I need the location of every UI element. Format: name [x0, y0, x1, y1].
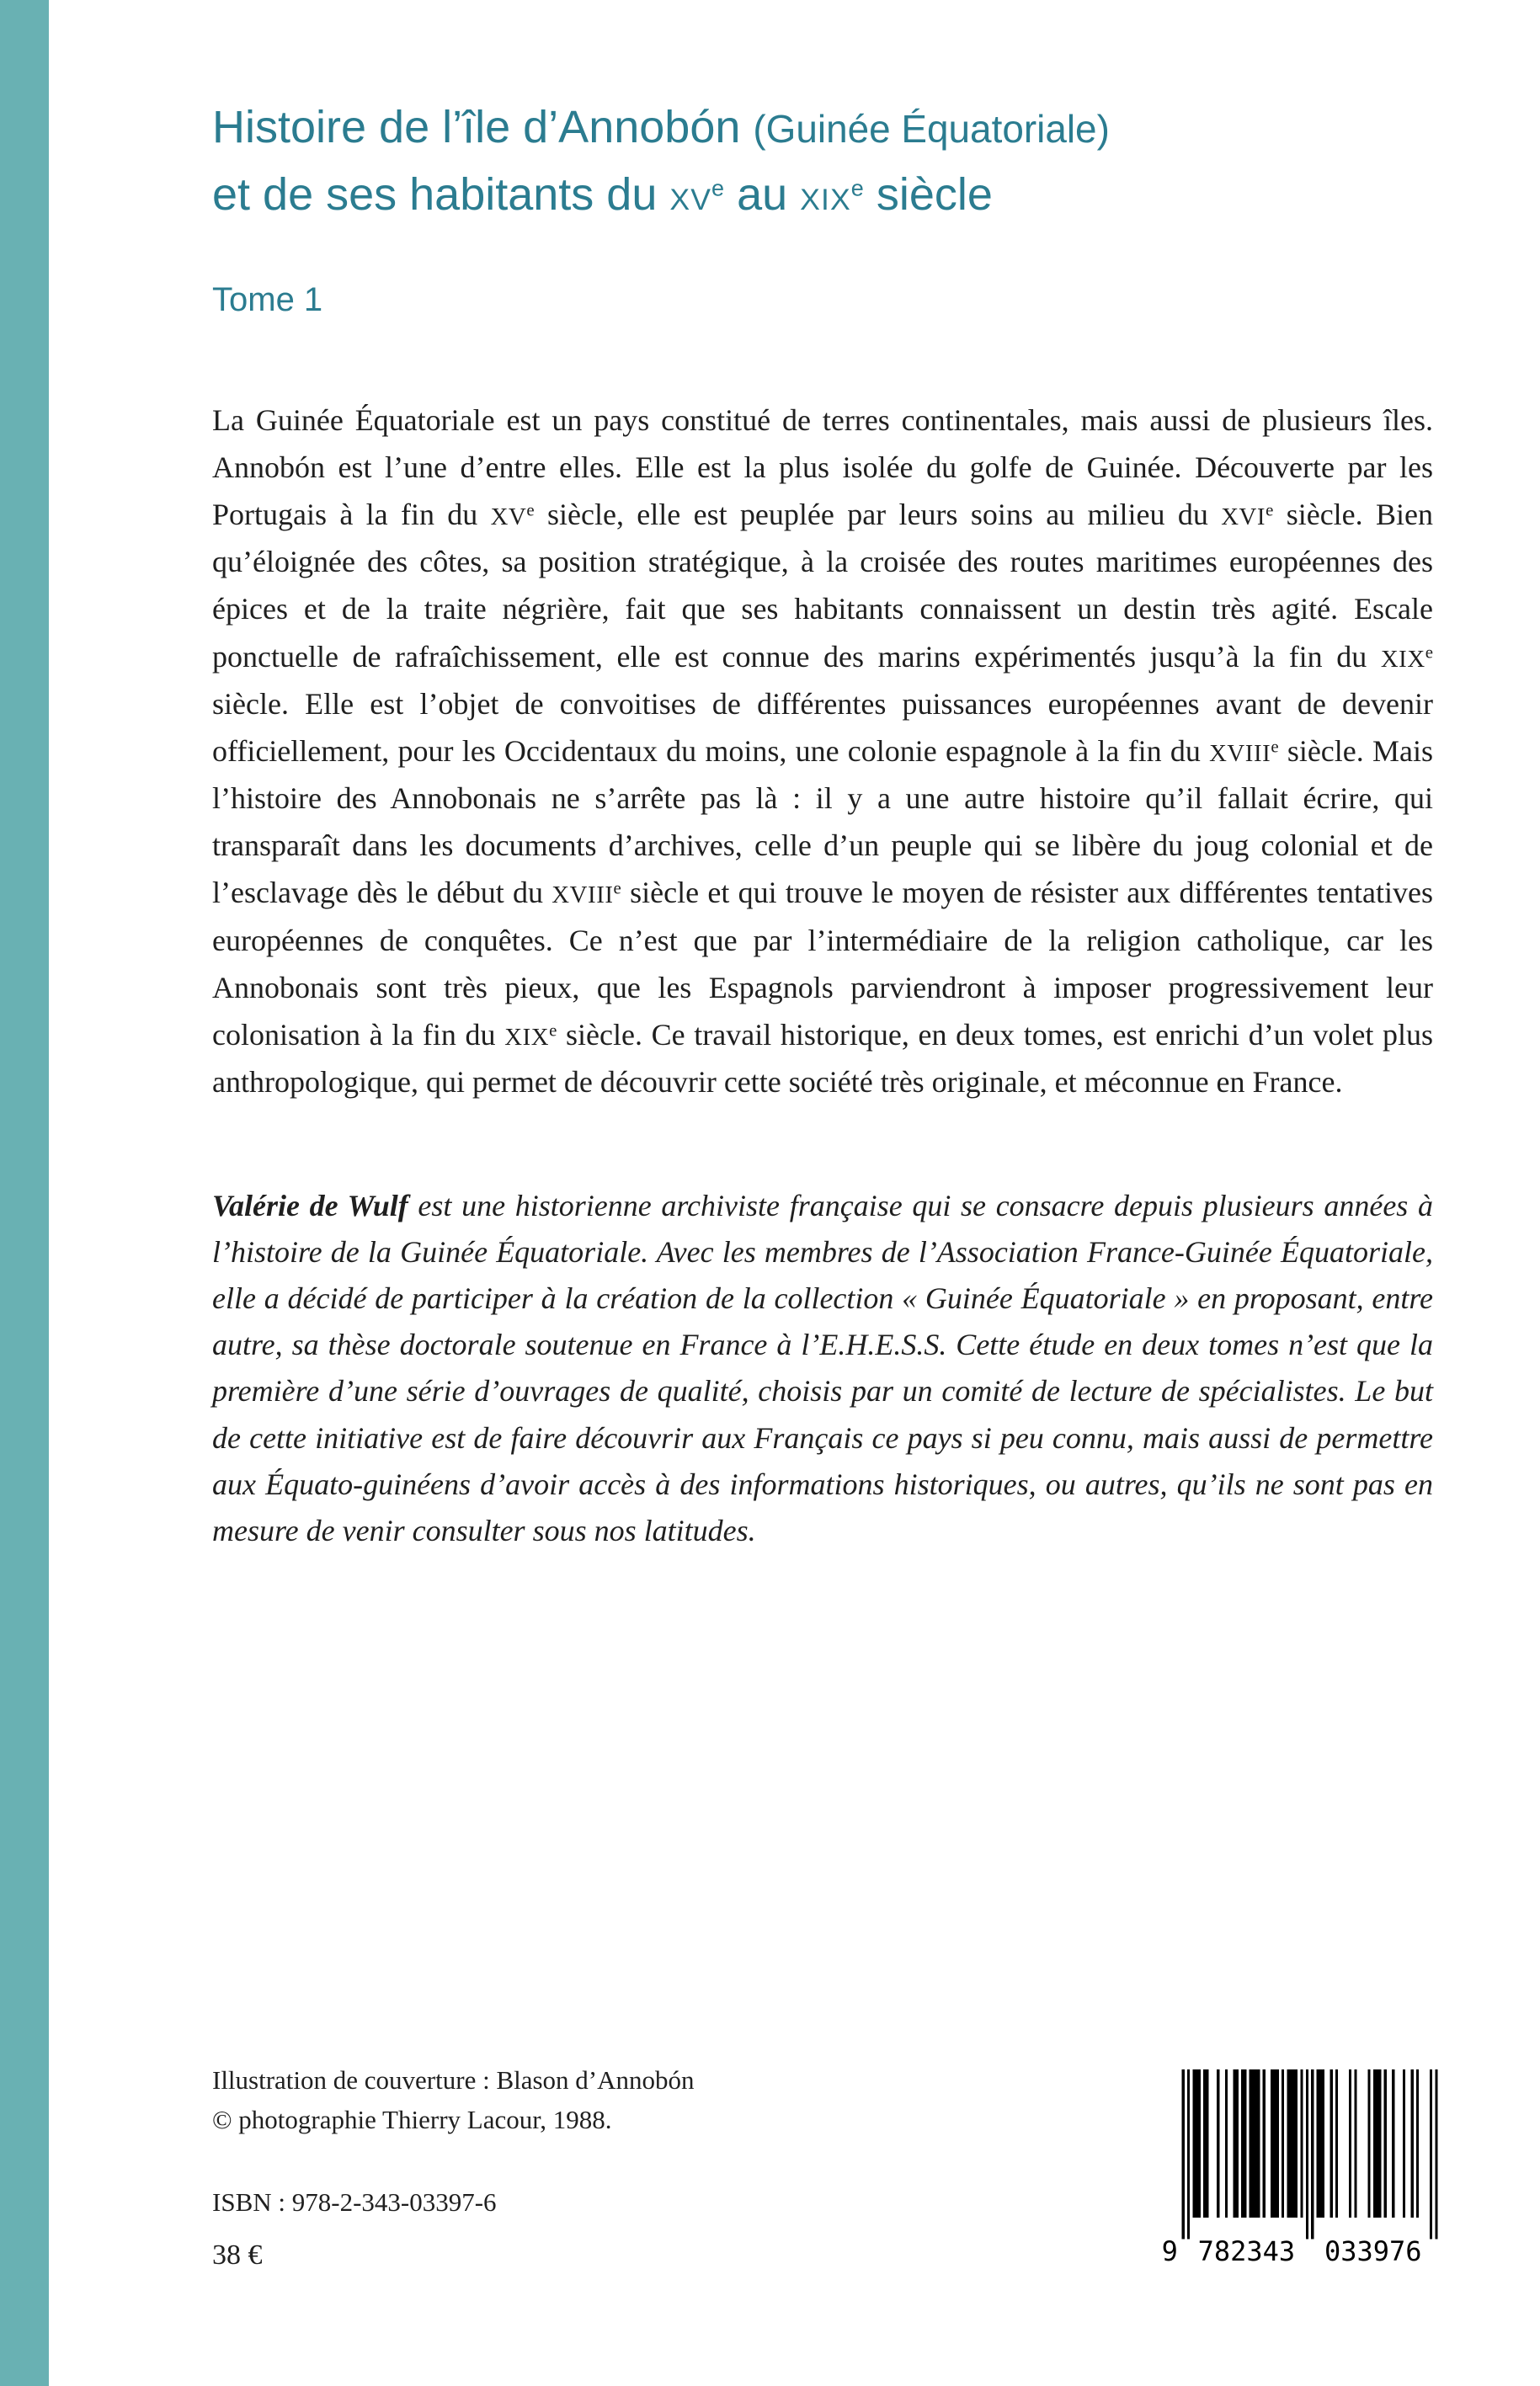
- barcode: [1160, 2069, 1443, 2263]
- author-bio-text: est une historienne archiviste française qui se consacre depuis plusieurs années à l’histoire de la Guinée Équatoriale. Avec les membres de l’Association France-Guinée Équatoriale, elle a décidé de participer à la création de la collection « Guinée Équatoriale » en proposant, entre autre, sa thèse doctorale soutenue en France à l’E.H.E.S.S. Cette étude en deux tomes n’est que la première d’une série d’ouvrages de qualité, choisis par un comité de lecture de spécialistes. Le but de cette initiative est de faire découvrir aux Français ce pays si peu connu, mais aussi de permettre aux Équato-guinéens d’avoir accès à des informations historiques, ou autres, qu’ils ne sont pas en mesure de venir consulter sous nos latitudes.: [212, 1189, 1433, 1547]
- cover-credits: [212, 2061, 695, 2139]
- copyright-line: © photographie Thierry Lacour, 1988.: [212, 2104, 612, 2134]
- price-label: 38 €: [212, 2240, 263, 2271]
- barcode-digit-lead: 9: [1161, 2235, 1178, 2264]
- barcode-digits-left: 782343: [1197, 2235, 1296, 2264]
- title-line-1: [212, 94, 1433, 162]
- title-subtitle-paren: (Guinée Équatoriale): [753, 107, 1110, 151]
- accent-stripe: [0, 0, 49, 2386]
- title-main: Histoire de l’île d’Annobón: [212, 102, 754, 152]
- cover-credit-line: Illustration de couverture : Blason d’Annobón: [212, 2065, 695, 2095]
- author-bio-paragraph: [212, 1183, 1433, 1554]
- title-line-2: et de ses habitants du XVe au XIXe siècle: [212, 168, 993, 220]
- barcode-svg: [1160, 2069, 1443, 2263]
- book-title: [212, 94, 1433, 229]
- isbn-line: ISBN : 978-2-343-03397-6: [212, 2187, 497, 2217]
- author-name: Valérie de Wulf: [212, 1189, 408, 1223]
- barcode-digits-right: 033976: [1324, 2235, 1422, 2264]
- cover-content: [212, 0, 1433, 1554]
- tome-label: Tome 1: [212, 280, 323, 318]
- barcode-bars: [1182, 2069, 1438, 2240]
- synopsis-paragraph: La Guinée Équatoriale est un pays constitué de terres continentales, mais aussi de plusieurs îles. Annobón est l’une d’entre elles. Elle est la plus isolée du golfe de Guinée. Découverte par les Portugais à la fin du XVe siècle, elle est peuplée par leurs soins au milieu du XVIe siècle. Bien qu’éloignée des côtes, sa position stratégique, à la croisée des routes maritimes européennes des épices et de la traite négrière, fait que ses habitants connaissent un destin très agité. Escale ponctuelle de rafraîchissement, elle est connue des marins expérimentés jusqu’à la fin du XIXe siècle. Elle est l’objet de convoitises de différentes puissances européennes avant de devenir officiellement, pour les Occidentaux du moins, une colonie espagnole à la fin du XVIIIe siècle. Mais l’histoire des Annobonais ne s’arrête pas là : il y a une autre histoire qu’il fallait écrire, qui transparaît dans les documents d’archives, celle d’un peuple qui se libère du joug colonial et de l’esclavage dès le début du XVIIIe siècle et qui trouve le moyen de résister aux différentes tentatives européennes de conquêtes. Ce n’est que par l’intermédiaire de la religion catholique, car les Annobonais sont très pieux, que les Espagnols parviendront à imposer progressivement leur colonisation à la fin du XIXe siècle. Ce travail historique, en deux tomes, est enrichi d’un volet plus anthropologique, qui permet de découvrir cette société très originale, et méconnue en France.: [212, 402, 1433, 1099]
